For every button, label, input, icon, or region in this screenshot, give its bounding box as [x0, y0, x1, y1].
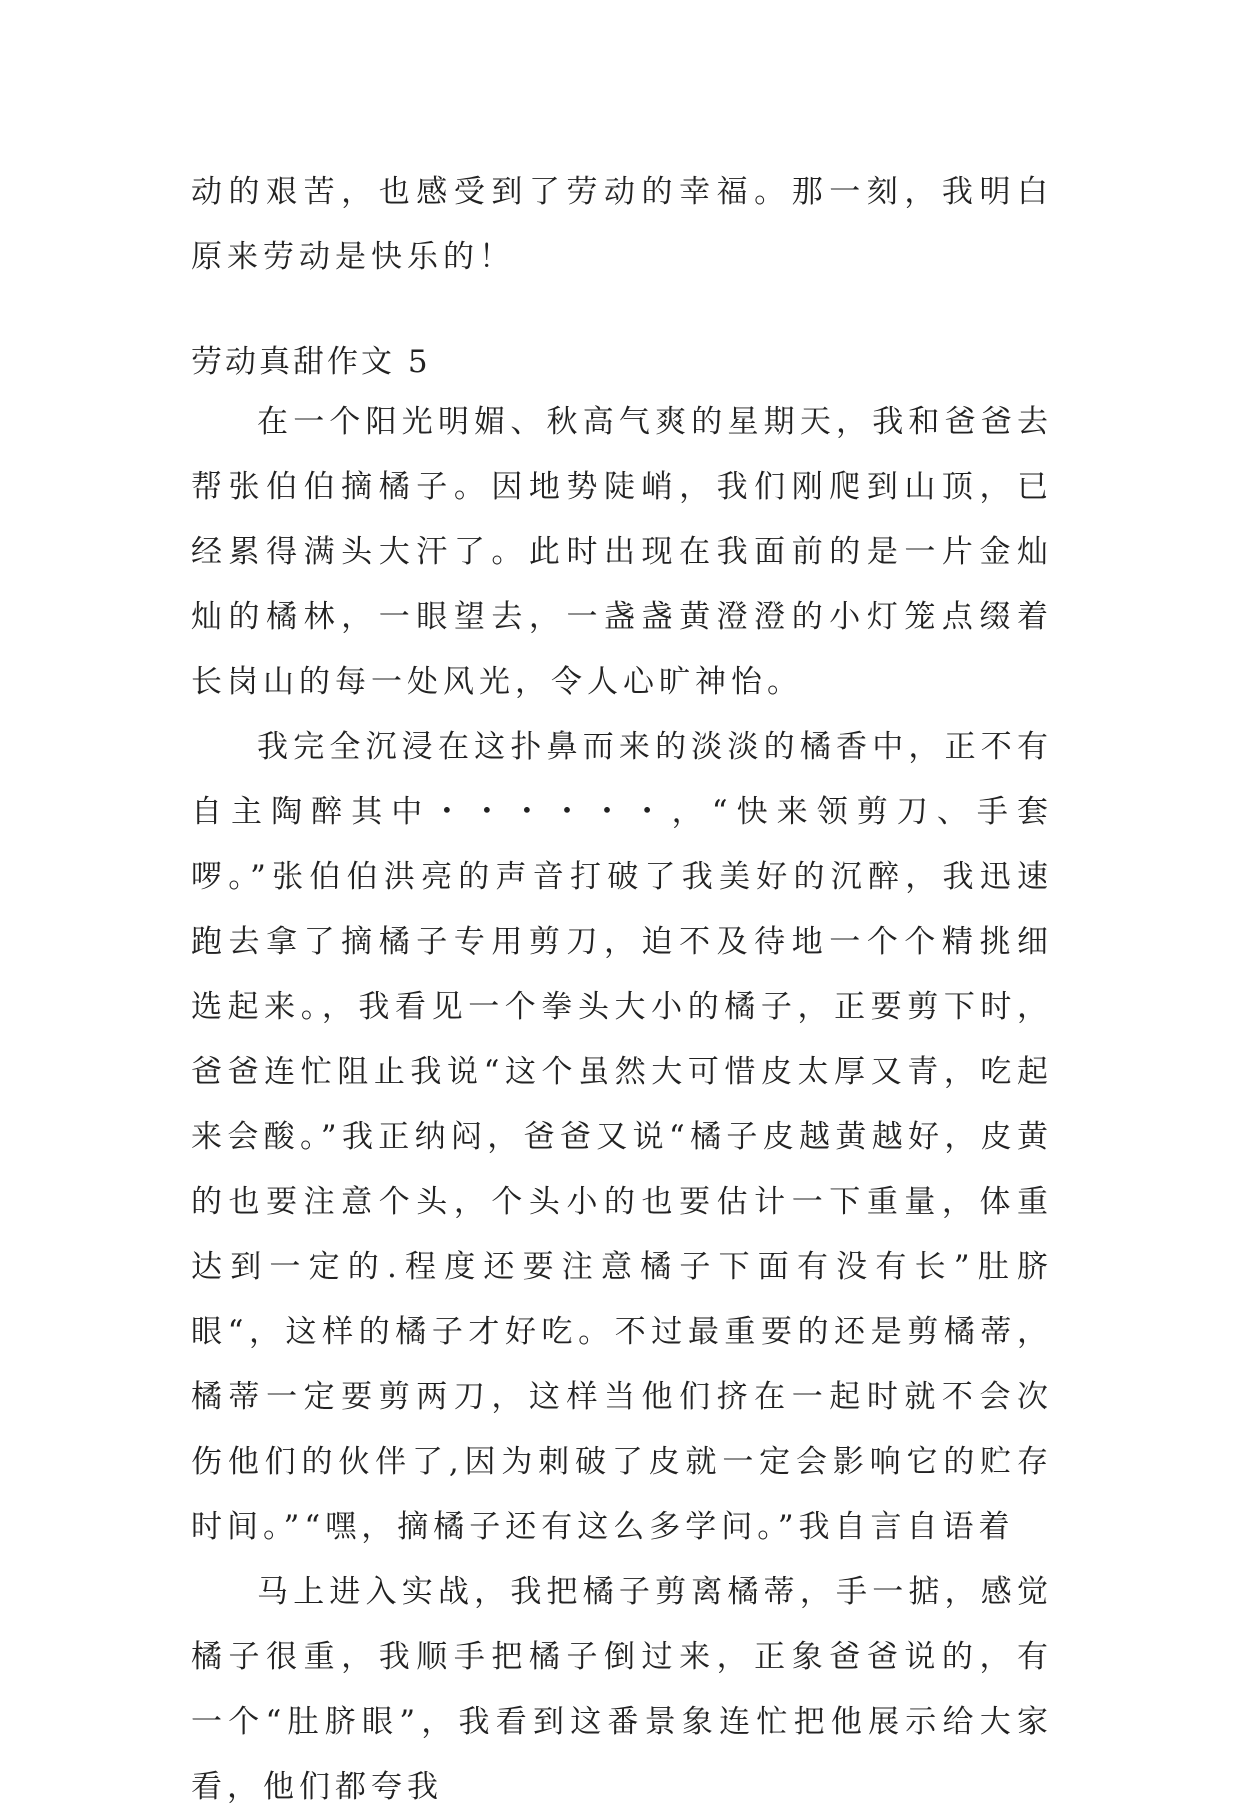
- section-title: 劳动真甜作文 5: [191, 344, 431, 380]
- paragraph-1: 在一个阳光明媚、秋高气爽的星期天，我和爸爸去帮张伯伯摘橘子。因地势陡峭，我们刚爬到山顶，已经累得满头大汗了。此时出现在我面前的是一片金灿灿的橘林，一眼望去，一盏盏黄澄澄的小灯笼点缀着长岗山的每一处风光，令人心旷神怡。: [191, 404, 1053, 700]
- document-body: [191, 160, 1053, 1820]
- paragraph-3: 马上进入实战，我把橘子剪离橘蒂，手一掂，感觉橘子很重，我顺手把橘子倒过来，正象爸爸说的，有一个“肚脐眼”，我看到这番景象连忙把他展示给大家看，他们都夸我: [191, 1574, 1053, 1805]
- paragraph-2: 我完全沉浸在这扑鼻而来的淡淡的橘香中，正不有自主陶醉其中・・・・・・，“快来领剪刀、手套啰。”张伯伯洪亮的声音打破了我美好的沉醉，我迅速跑去拿了摘橘子专用剪刀，迫不及待地一个个精挑细选起来。，我看见一个拳头大小的橘子，正要剪下时，爸爸连忙阻止我说“这个虽然大可惜皮太厚又青，吃起来会酸。”我正纳闷，爸爸又说“橘子皮越黄越好，皮黄的也要注意个头，个头小的也要估计一下重量，体重达到一定的.程度还要注意橘子下面有没有长”肚脐眼“，这样的橘子才好吃。不过最重要的还是剪橘蒂，橘蒂一定要剪两刀，这样当他们挤在一起时就不会次伤他们的伙伴了,因为刺破了皮就一定会影响它的贮存时间。”“嘿，摘橘子还有这么多学问。”我自言自语着: [191, 729, 1053, 1545]
- continuation-paragraph: 动的艰苦，也感受到了劳动的幸福。那一刻，我明白原来劳动是快乐的！: [191, 174, 1053, 275]
